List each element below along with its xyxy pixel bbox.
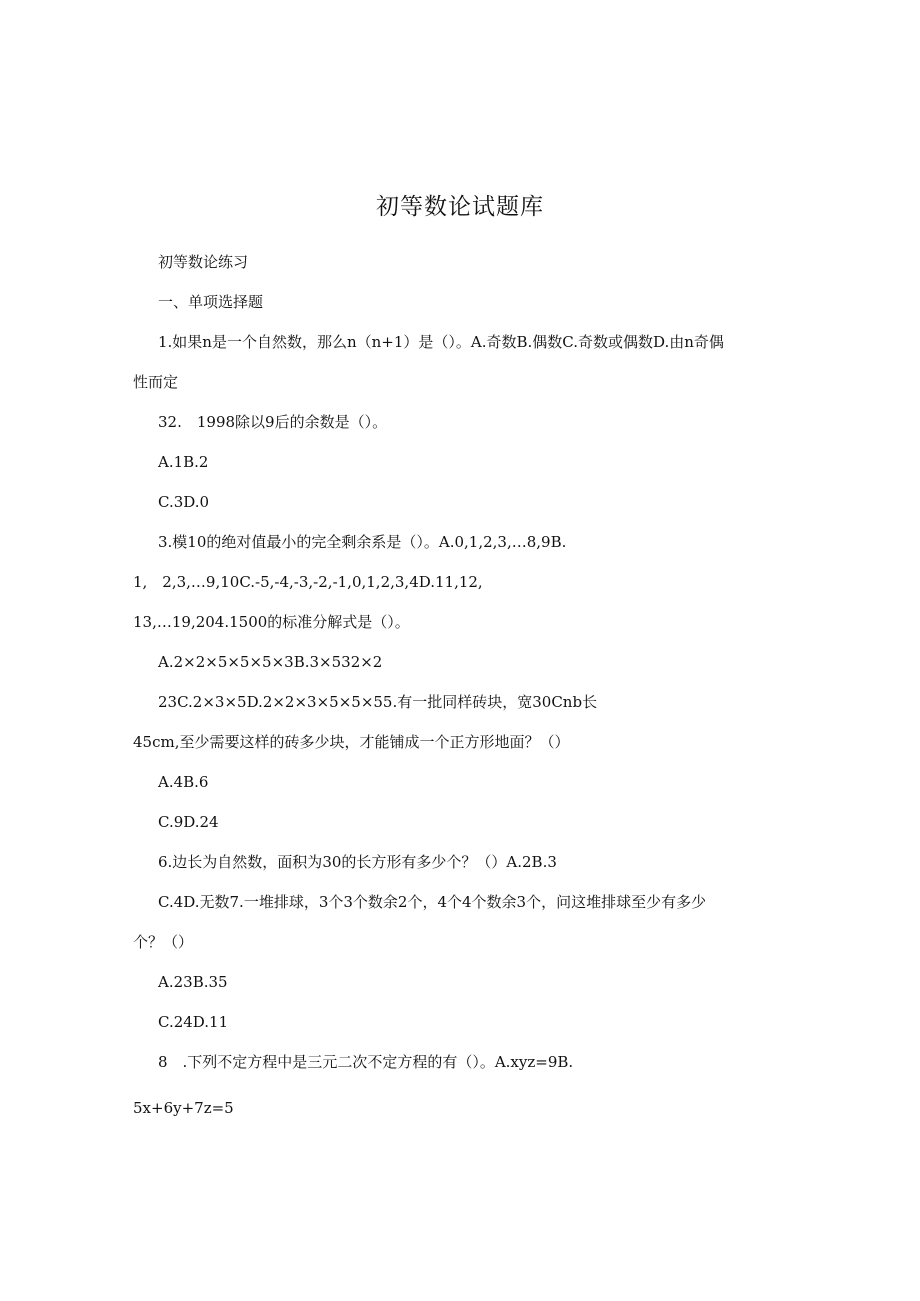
option-line: C.3D.0 bbox=[158, 493, 210, 511]
question-line: 个？（） bbox=[133, 933, 194, 951]
question-line: 32. 1998除以9后的余数是（）。 bbox=[158, 413, 388, 431]
question-line: 8 .下列不定方程中是三元二次不定方程的有（）。A.xyz=9B. bbox=[158, 1053, 574, 1071]
section-subheading: 一、单项选择题 bbox=[158, 293, 264, 311]
question-line: 3.模10的绝对值最小的完全剩余系是（）。A.0,1,2,3,…8,9B. bbox=[158, 533, 567, 551]
question-line: 性而定 bbox=[133, 373, 179, 391]
question-line: C.4D.无数7.一堆排球，3个3个数余2个，4个4个数余3个，问这堆排球至少有多少 bbox=[158, 893, 707, 911]
option-line: A.4B.6 bbox=[158, 773, 209, 791]
option-line: A.23B.35 bbox=[158, 973, 228, 991]
question-line: 13,…19,204.1500的标准分解式是（）。 bbox=[133, 613, 410, 631]
question-line: 1.如果n是一个自然数，那么n（n+1）是（）。A.奇数B.偶数C.奇数或偶数D.由n奇偶 bbox=[158, 333, 724, 351]
document-title: 初等数论试题库 bbox=[376, 194, 544, 220]
question-line: 6.边长为自然数，面积为30的长方形有多少个？（）A.2B.3 bbox=[158, 853, 557, 871]
option-line: C.9D.24 bbox=[158, 813, 219, 831]
option-line: C.24D.11 bbox=[158, 1013, 229, 1031]
question-line: 5x+6y+7z=5 bbox=[133, 1099, 234, 1117]
question-line: 45cm,至少需要这样的砖多少块，才能铺成一个正方形地面？（） bbox=[133, 733, 570, 751]
section-heading: 初等数论练习 bbox=[158, 253, 249, 271]
option-line: A.2×2×5×5×5×3B.3×532×2 bbox=[158, 653, 383, 671]
option-line: A.1B.2 bbox=[158, 453, 209, 471]
question-line: 1, 2,3,…9,10C.-5,-4,-3,-2,-1,0,1,2,3,4D.11,12, bbox=[133, 573, 483, 591]
question-line: 23C.2×3×5D.2×2×3×5×5×55.有一批同样砖块，宽30Cnb长 bbox=[158, 693, 598, 711]
